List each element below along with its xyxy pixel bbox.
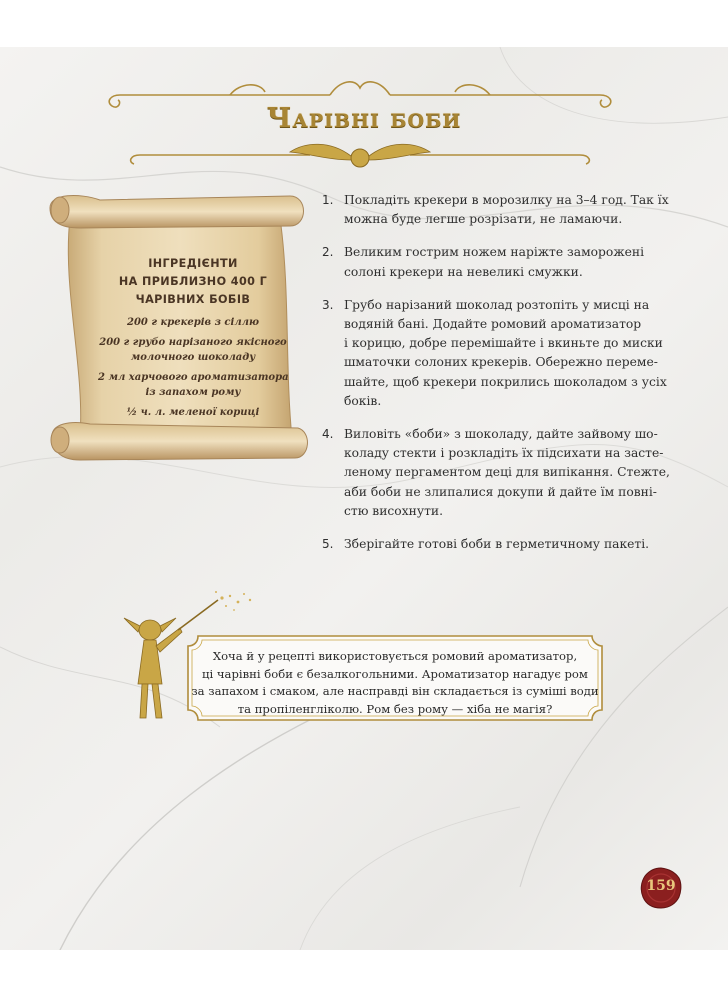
step-line: можна буде легше розрізати, не ламаючи. [344, 212, 623, 227]
step-item [322, 296, 692, 411]
golden-snitch-icon [290, 144, 430, 167]
recipe-steps [322, 191, 692, 568]
step-line: водяній бані. Додайте ромовий ароматизатор [344, 317, 642, 332]
step-text [344, 191, 669, 229]
tip-line: ці чарівні боби є безалкогольними. Ароматизатор нагадує ром [202, 666, 588, 681]
step-line: аби боби не злипалися докупи й дайте їм повні- [344, 484, 657, 499]
step-item [322, 425, 692, 521]
step-line: коладу стекти і розкладіть їх підсихати на засте- [344, 446, 664, 461]
step-line: солоні крекери на невеликі смужки. [344, 264, 583, 279]
step-line: і корицю, добре перемішайте і вкиньте до миски [344, 336, 663, 351]
step-number: 4. [322, 427, 334, 442]
step-item [322, 535, 692, 554]
step-text [344, 296, 667, 411]
step-text [344, 425, 670, 521]
page-number: 159 [646, 878, 676, 894]
ingredient-item [98, 335, 288, 365]
tip-text [186, 648, 604, 718]
tip-line: та пропіленгліколю. Ром без рому — хіба не магія? [237, 701, 553, 716]
ingredients-title-line: НА ПРИБЛИЗНО 400 Г [118, 275, 268, 288]
step-line: Покладіть крекери в морозилку на 3–4 год. Так їх [344, 193, 669, 207]
step-line: Виловіть «боби» з шоколаду, дайте зайвому шо- [344, 427, 658, 442]
step-text [344, 243, 644, 281]
step-number: 1. [322, 193, 334, 207]
step-line: стю висохнути. [344, 503, 443, 518]
ingredient-line: ½ ч. л. меленої кориці [126, 407, 260, 418]
step-line: Великим гострим ножем наріжте заморожені [344, 245, 645, 260]
ingredient-line: із запахом рому [145, 387, 241, 398]
tip-line: Хоча й у рецепті використовується ромовий ароматизатор, [212, 649, 578, 663]
ingredient-line: 200 г крекерів з сіллю [127, 317, 259, 328]
ingredient-line: 200 г грубо нарізаного якісного [99, 337, 287, 348]
step-line: леному пергаментом деці для випікання. Стежте, [344, 465, 670, 480]
step-line: боків. [344, 393, 382, 408]
step-text [344, 535, 649, 554]
step-item [322, 191, 692, 229]
step-line: Зберігайте готові боби в герметичному пакеті. [344, 537, 650, 552]
step-number: 3. [322, 297, 334, 312]
step-number: 2. [322, 245, 334, 260]
ingredients-title [98, 255, 288, 309]
step-line: шайте, щоб крекери покрились шоколадом з усіх [344, 374, 667, 389]
ingredients-title-line: ЧАРІВНИХ БОБІВ [135, 293, 251, 306]
page-title: Чарівні боби [266, 103, 462, 134]
step-item [322, 243, 692, 281]
ingredient-line: молочного шоколаду [130, 352, 256, 363]
wand-sparkles-icon [178, 600, 218, 630]
ingredient-item [98, 370, 288, 400]
ingredient-line: 2 мл харчового ароматизатора [98, 372, 289, 383]
step-number: 5. [322, 537, 334, 552]
step-line: Грубо нарізаний шоколад розтопіть у мисці на [344, 297, 650, 312]
ingredients-title-line: ІНГРЕДІЄНТИ [148, 257, 238, 270]
tip-line: за запахом і смаком, але насправді він складається із суміші води [191, 684, 599, 698]
step-line: шматочки солоних крекерів. Обережно переме- [344, 355, 658, 370]
ingredients-panel [98, 255, 288, 425]
ingredient-item [98, 315, 288, 330]
ingredient-item [98, 405, 288, 420]
